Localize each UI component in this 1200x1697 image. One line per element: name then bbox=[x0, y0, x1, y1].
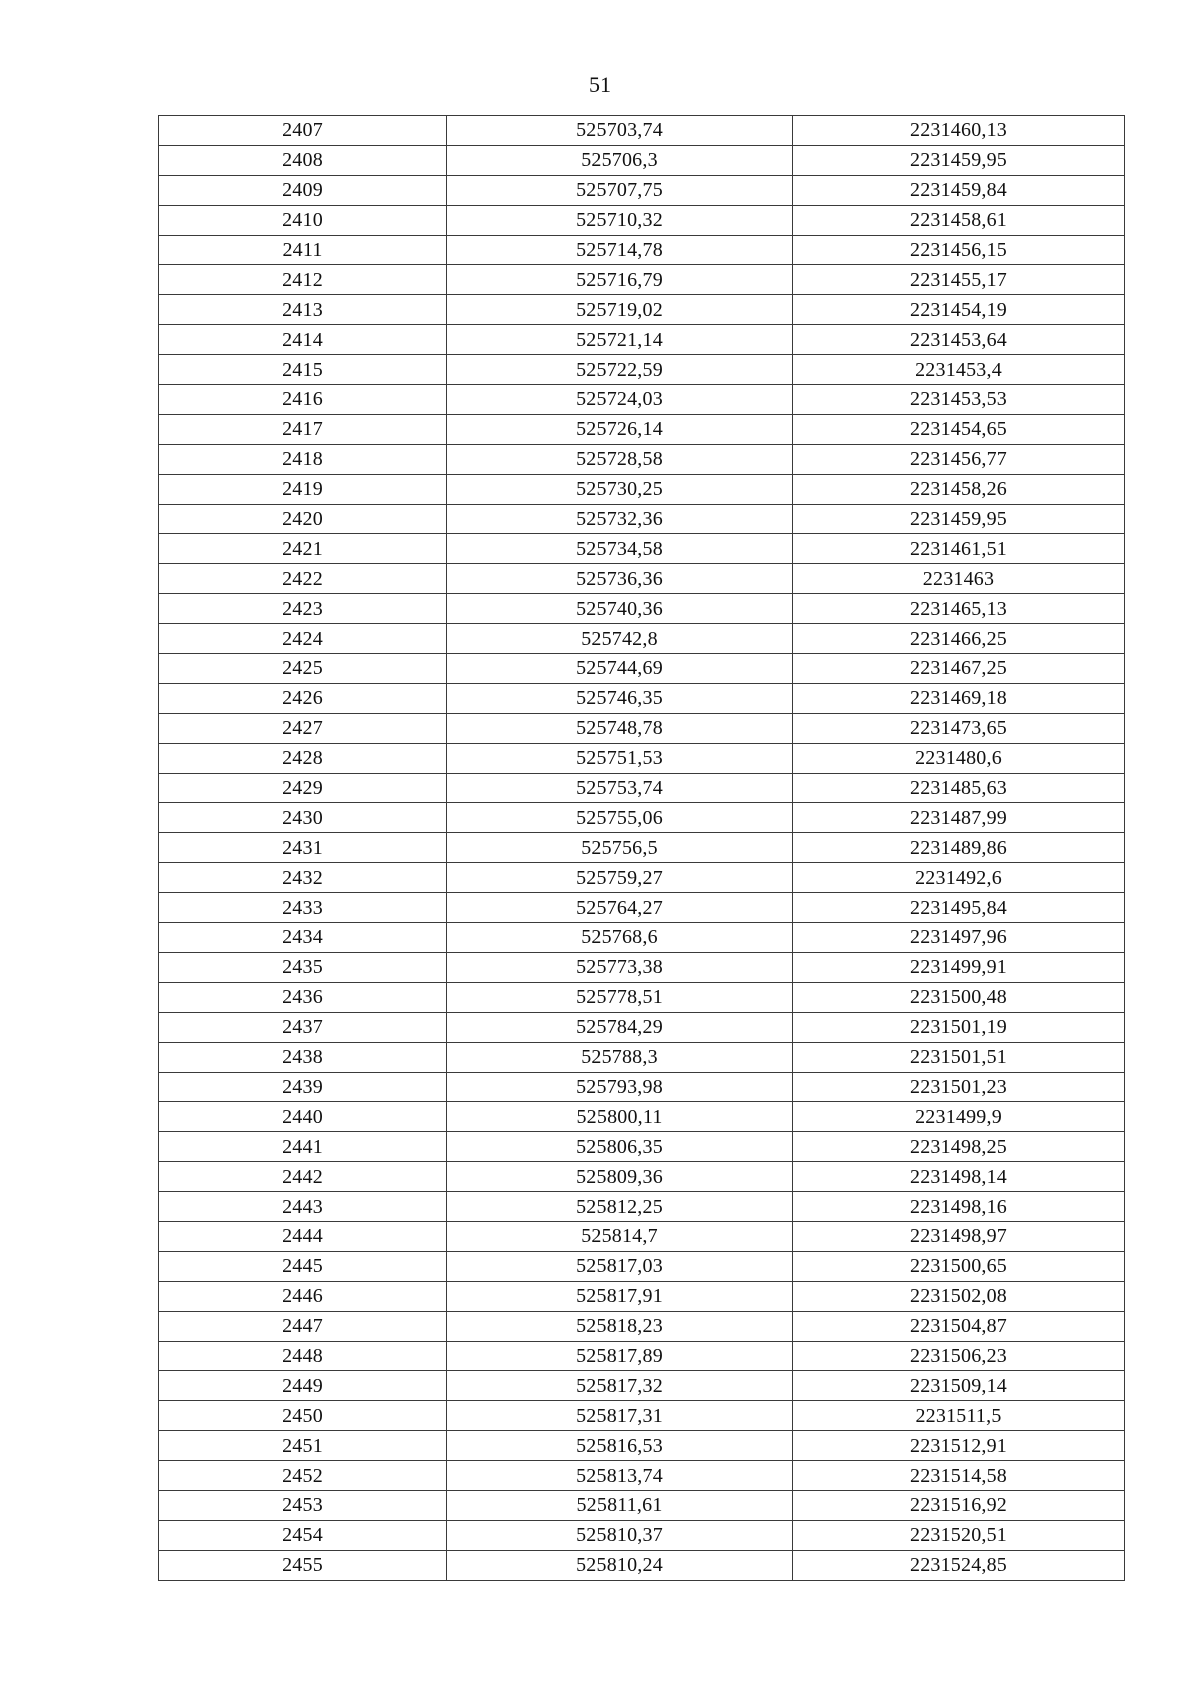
table-row bbox=[159, 1132, 1125, 1162]
table-row bbox=[159, 1461, 1125, 1491]
y-coordinate-cell: 2231458,26 bbox=[793, 474, 1125, 504]
table-row bbox=[159, 1221, 1125, 1251]
table-row bbox=[159, 265, 1125, 295]
table-row bbox=[159, 504, 1125, 534]
table-row bbox=[159, 982, 1125, 1012]
x-coordinate-cell: 525706,3 bbox=[447, 145, 793, 175]
table-row bbox=[159, 175, 1125, 205]
point-number-cell: 2455 bbox=[159, 1550, 447, 1580]
point-number-cell: 2415 bbox=[159, 355, 447, 385]
y-coordinate-cell: 2231499,9 bbox=[793, 1102, 1125, 1132]
table-row bbox=[159, 1192, 1125, 1222]
x-coordinate-cell: 525730,25 bbox=[447, 474, 793, 504]
table-row bbox=[159, 773, 1125, 803]
table-row bbox=[159, 1251, 1125, 1281]
table-row bbox=[159, 833, 1125, 863]
x-coordinate-cell: 525810,37 bbox=[447, 1520, 793, 1550]
x-coordinate-cell: 525714,78 bbox=[447, 235, 793, 265]
point-number-cell: 2444 bbox=[159, 1221, 447, 1251]
point-number-cell: 2435 bbox=[159, 952, 447, 982]
table-row bbox=[159, 1311, 1125, 1341]
x-coordinate-cell: 525756,5 bbox=[447, 833, 793, 863]
point-number-cell: 2432 bbox=[159, 863, 447, 893]
table-row bbox=[159, 893, 1125, 923]
y-coordinate-cell: 2231504,87 bbox=[793, 1311, 1125, 1341]
x-coordinate-cell: 525784,29 bbox=[447, 1012, 793, 1042]
point-number-cell: 2453 bbox=[159, 1490, 447, 1520]
y-coordinate-cell: 2231456,77 bbox=[793, 444, 1125, 474]
y-coordinate-cell: 2231498,14 bbox=[793, 1162, 1125, 1192]
table-row bbox=[159, 624, 1125, 654]
point-number-cell: 2419 bbox=[159, 474, 447, 504]
table-row bbox=[159, 803, 1125, 833]
x-coordinate-cell: 525726,14 bbox=[447, 414, 793, 444]
point-number-cell: 2423 bbox=[159, 594, 447, 624]
y-coordinate-cell: 2231492,6 bbox=[793, 863, 1125, 893]
point-number-cell: 2448 bbox=[159, 1341, 447, 1371]
y-coordinate-cell: 2231511,5 bbox=[793, 1401, 1125, 1431]
x-coordinate-cell: 525816,53 bbox=[447, 1431, 793, 1461]
x-coordinate-cell: 525817,03 bbox=[447, 1251, 793, 1281]
table-row bbox=[159, 683, 1125, 713]
x-coordinate-cell: 525788,3 bbox=[447, 1042, 793, 1072]
y-coordinate-cell: 2231498,97 bbox=[793, 1221, 1125, 1251]
x-coordinate-cell: 525719,02 bbox=[447, 295, 793, 325]
y-coordinate-cell: 2231467,25 bbox=[793, 654, 1125, 684]
x-coordinate-cell: 525768,6 bbox=[447, 923, 793, 953]
x-coordinate-cell: 525759,27 bbox=[447, 863, 793, 893]
y-coordinate-cell: 2231520,51 bbox=[793, 1520, 1125, 1550]
x-coordinate-cell: 525811,61 bbox=[447, 1490, 793, 1520]
point-number-cell: 2436 bbox=[159, 982, 447, 1012]
y-coordinate-cell: 2231469,18 bbox=[793, 683, 1125, 713]
point-number-cell: 2429 bbox=[159, 773, 447, 803]
point-number-cell: 2412 bbox=[159, 265, 447, 295]
point-number-cell: 2440 bbox=[159, 1102, 447, 1132]
x-coordinate-cell: 525734,58 bbox=[447, 534, 793, 564]
x-coordinate-cell: 525812,25 bbox=[447, 1192, 793, 1222]
table-row bbox=[159, 414, 1125, 444]
y-coordinate-cell: 2231512,91 bbox=[793, 1431, 1125, 1461]
table-row bbox=[159, 235, 1125, 265]
table-row bbox=[159, 205, 1125, 235]
table-row bbox=[159, 923, 1125, 953]
table-row bbox=[159, 1341, 1125, 1371]
y-coordinate-cell: 2231454,19 bbox=[793, 295, 1125, 325]
x-coordinate-cell: 525793,98 bbox=[447, 1072, 793, 1102]
y-coordinate-cell: 2231509,14 bbox=[793, 1371, 1125, 1401]
y-coordinate-cell: 2231485,63 bbox=[793, 773, 1125, 803]
table-row bbox=[159, 1102, 1125, 1132]
point-number-cell: 2424 bbox=[159, 624, 447, 654]
x-coordinate-cell: 525817,32 bbox=[447, 1371, 793, 1401]
x-coordinate-cell: 525764,27 bbox=[447, 893, 793, 923]
point-number-cell: 2422 bbox=[159, 564, 447, 594]
y-coordinate-cell: 2231459,84 bbox=[793, 175, 1125, 205]
x-coordinate-cell: 525703,74 bbox=[447, 116, 793, 146]
y-coordinate-cell: 2231497,96 bbox=[793, 923, 1125, 953]
table-row bbox=[159, 1490, 1125, 1520]
y-coordinate-cell: 2231489,86 bbox=[793, 833, 1125, 863]
table-row bbox=[159, 1281, 1125, 1311]
table-row bbox=[159, 654, 1125, 684]
point-number-cell: 2434 bbox=[159, 923, 447, 953]
x-coordinate-cell: 525732,36 bbox=[447, 504, 793, 534]
x-coordinate-cell: 525800,11 bbox=[447, 1102, 793, 1132]
x-coordinate-cell: 525817,91 bbox=[447, 1281, 793, 1311]
x-coordinate-cell: 525810,24 bbox=[447, 1550, 793, 1580]
x-coordinate-cell: 525707,75 bbox=[447, 175, 793, 205]
x-coordinate-cell: 525773,38 bbox=[447, 952, 793, 982]
x-coordinate-cell: 525724,03 bbox=[447, 385, 793, 415]
point-number-cell: 2443 bbox=[159, 1192, 447, 1222]
point-number-cell: 2451 bbox=[159, 1431, 447, 1461]
table-row bbox=[159, 1550, 1125, 1580]
x-coordinate-cell: 525778,51 bbox=[447, 982, 793, 1012]
y-coordinate-cell: 2231456,15 bbox=[793, 235, 1125, 265]
y-coordinate-cell: 2231501,23 bbox=[793, 1072, 1125, 1102]
point-number-cell: 2409 bbox=[159, 175, 447, 205]
x-coordinate-cell: 525755,06 bbox=[447, 803, 793, 833]
y-coordinate-cell: 2231473,65 bbox=[793, 713, 1125, 743]
y-coordinate-cell: 2231480,6 bbox=[793, 743, 1125, 773]
point-number-cell: 2450 bbox=[159, 1401, 447, 1431]
point-number-cell: 2411 bbox=[159, 235, 447, 265]
point-number-cell: 2449 bbox=[159, 1371, 447, 1401]
table-row bbox=[159, 444, 1125, 474]
point-number-cell: 2437 bbox=[159, 1012, 447, 1042]
y-coordinate-cell: 2231498,25 bbox=[793, 1132, 1125, 1162]
point-number-cell: 2410 bbox=[159, 205, 447, 235]
point-number-cell: 2431 bbox=[159, 833, 447, 863]
x-coordinate-cell: 525751,53 bbox=[447, 743, 793, 773]
x-coordinate-cell: 525748,78 bbox=[447, 713, 793, 743]
y-coordinate-cell: 2231461,51 bbox=[793, 534, 1125, 564]
x-coordinate-cell: 525740,36 bbox=[447, 594, 793, 624]
y-coordinate-cell: 2231499,91 bbox=[793, 952, 1125, 982]
table-row bbox=[159, 295, 1125, 325]
x-coordinate-cell: 525710,32 bbox=[447, 205, 793, 235]
table-row bbox=[159, 1042, 1125, 1072]
y-coordinate-cell: 2231455,17 bbox=[793, 265, 1125, 295]
point-number-cell: 2414 bbox=[159, 325, 447, 355]
table-row bbox=[159, 594, 1125, 624]
y-coordinate-cell: 2231453,53 bbox=[793, 385, 1125, 415]
point-number-cell: 2427 bbox=[159, 713, 447, 743]
point-number-cell: 2439 bbox=[159, 1072, 447, 1102]
point-number-cell: 2420 bbox=[159, 504, 447, 534]
point-number-cell: 2454 bbox=[159, 1520, 447, 1550]
coordinates-table-body bbox=[159, 116, 1125, 1581]
y-coordinate-cell: 2231453,64 bbox=[793, 325, 1125, 355]
point-number-cell: 2442 bbox=[159, 1162, 447, 1192]
point-number-cell: 2413 bbox=[159, 295, 447, 325]
table-row bbox=[159, 385, 1125, 415]
table-row bbox=[159, 1371, 1125, 1401]
x-coordinate-cell: 525721,14 bbox=[447, 325, 793, 355]
point-number-cell: 2430 bbox=[159, 803, 447, 833]
point-number-cell: 2452 bbox=[159, 1461, 447, 1491]
table-row bbox=[159, 474, 1125, 504]
page-number: 51 bbox=[589, 72, 611, 97]
table-row bbox=[159, 564, 1125, 594]
y-coordinate-cell: 2231454,65 bbox=[793, 414, 1125, 444]
point-number-cell: 2425 bbox=[159, 654, 447, 684]
table-row bbox=[159, 1431, 1125, 1461]
point-number-cell: 2416 bbox=[159, 385, 447, 415]
table-row bbox=[159, 534, 1125, 564]
x-coordinate-cell: 525736,36 bbox=[447, 564, 793, 594]
table-row bbox=[159, 1012, 1125, 1042]
x-coordinate-cell: 525813,74 bbox=[447, 1461, 793, 1491]
table-row bbox=[159, 116, 1125, 146]
table-row bbox=[159, 355, 1125, 385]
point-number-cell: 2421 bbox=[159, 534, 447, 564]
y-coordinate-cell: 2231495,84 bbox=[793, 893, 1125, 923]
point-number-cell: 2428 bbox=[159, 743, 447, 773]
table-row bbox=[159, 952, 1125, 982]
point-number-cell: 2408 bbox=[159, 145, 447, 175]
point-number-cell: 2445 bbox=[159, 1251, 447, 1281]
point-number-cell: 2433 bbox=[159, 893, 447, 923]
x-coordinate-cell: 525809,36 bbox=[447, 1162, 793, 1192]
x-coordinate-cell: 525722,59 bbox=[447, 355, 793, 385]
y-coordinate-cell: 2231506,23 bbox=[793, 1341, 1125, 1371]
y-coordinate-cell: 2231516,92 bbox=[793, 1490, 1125, 1520]
y-coordinate-cell: 2231500,48 bbox=[793, 982, 1125, 1012]
y-coordinate-cell: 2231500,65 bbox=[793, 1251, 1125, 1281]
table-row bbox=[159, 1072, 1125, 1102]
x-coordinate-cell: 525742,8 bbox=[447, 624, 793, 654]
y-coordinate-cell: 2231465,13 bbox=[793, 594, 1125, 624]
y-coordinate-cell: 2231502,08 bbox=[793, 1281, 1125, 1311]
y-coordinate-cell: 2231459,95 bbox=[793, 504, 1125, 534]
x-coordinate-cell: 525744,69 bbox=[447, 654, 793, 684]
y-coordinate-cell: 2231498,16 bbox=[793, 1192, 1125, 1222]
y-coordinate-cell: 2231453,4 bbox=[793, 355, 1125, 385]
coordinates-table bbox=[158, 115, 1125, 1581]
table-row bbox=[159, 1401, 1125, 1431]
table-row bbox=[159, 713, 1125, 743]
y-coordinate-cell: 2231463 bbox=[793, 564, 1125, 594]
point-number-cell: 2417 bbox=[159, 414, 447, 444]
x-coordinate-cell: 525753,74 bbox=[447, 773, 793, 803]
table-row bbox=[159, 743, 1125, 773]
point-number-cell: 2447 bbox=[159, 1311, 447, 1341]
table-row bbox=[159, 1520, 1125, 1550]
y-coordinate-cell: 2231501,51 bbox=[793, 1042, 1125, 1072]
x-coordinate-cell: 525814,7 bbox=[447, 1221, 793, 1251]
x-coordinate-cell: 525817,31 bbox=[447, 1401, 793, 1431]
point-number-cell: 2426 bbox=[159, 683, 447, 713]
point-number-cell: 2438 bbox=[159, 1042, 447, 1072]
y-coordinate-cell: 2231487,99 bbox=[793, 803, 1125, 833]
y-coordinate-cell: 2231501,19 bbox=[793, 1012, 1125, 1042]
point-number-cell: 2407 bbox=[159, 116, 447, 146]
x-coordinate-cell: 525817,89 bbox=[447, 1341, 793, 1371]
y-coordinate-cell: 2231460,13 bbox=[793, 116, 1125, 146]
table-row bbox=[159, 325, 1125, 355]
x-coordinate-cell: 525716,79 bbox=[447, 265, 793, 295]
x-coordinate-cell: 525728,58 bbox=[447, 444, 793, 474]
y-coordinate-cell: 2231458,61 bbox=[793, 205, 1125, 235]
table-row bbox=[159, 863, 1125, 893]
table-row bbox=[159, 145, 1125, 175]
point-number-cell: 2418 bbox=[159, 444, 447, 474]
y-coordinate-cell: 2231466,25 bbox=[793, 624, 1125, 654]
point-number-cell: 2446 bbox=[159, 1281, 447, 1311]
point-number-cell: 2441 bbox=[159, 1132, 447, 1162]
x-coordinate-cell: 525746,35 bbox=[447, 683, 793, 713]
x-coordinate-cell: 525818,23 bbox=[447, 1311, 793, 1341]
table-row bbox=[159, 1162, 1125, 1192]
y-coordinate-cell: 2231459,95 bbox=[793, 145, 1125, 175]
y-coordinate-cell: 2231514,58 bbox=[793, 1461, 1125, 1491]
x-coordinate-cell: 525806,35 bbox=[447, 1132, 793, 1162]
y-coordinate-cell: 2231524,85 bbox=[793, 1550, 1125, 1580]
